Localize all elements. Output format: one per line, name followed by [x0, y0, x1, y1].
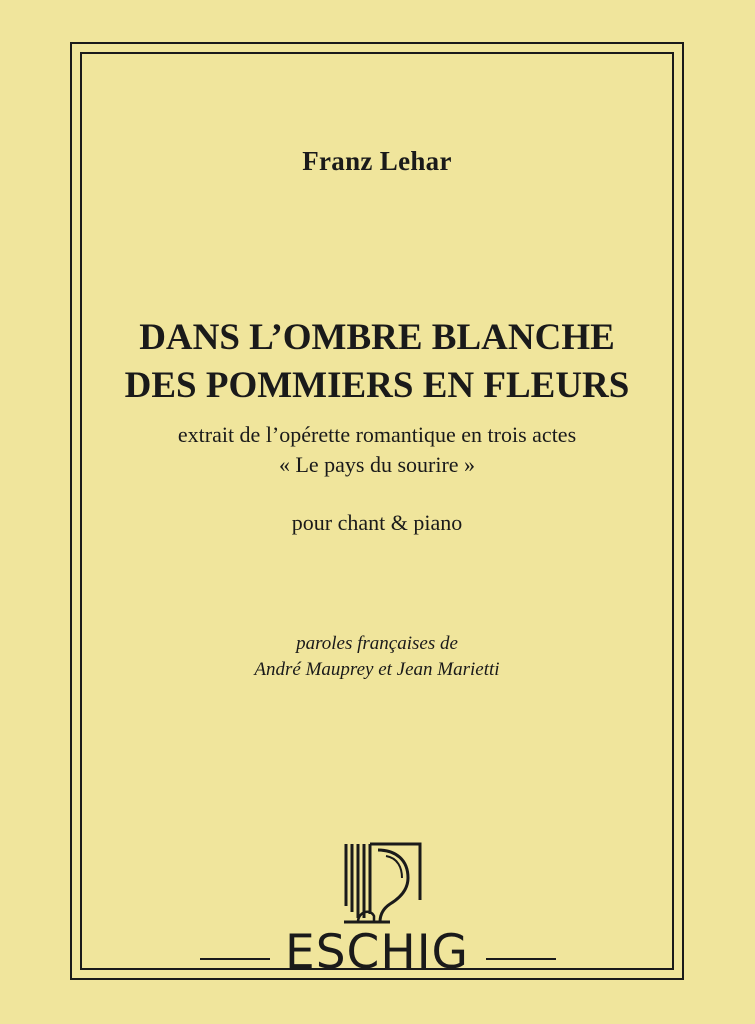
title-line-1: DANS L’OMBRE BLANCHE [139, 317, 615, 358]
publisher-name: ESCHIG [285, 925, 469, 980]
composer-name: Franz Lehar [302, 146, 452, 176]
instrumentation: pour chant & piano [291, 510, 463, 535]
subtitle-line-2: « Le pays du sourire » [278, 452, 476, 477]
lyrics-credit-names: André Mauprey et Jean Marietti [254, 659, 500, 680]
title-line-2: DES POMMIERS EN FLEURS [124, 365, 630, 406]
eschig-harp-logo-icon [334, 838, 424, 928]
lyrics-credit-label: paroles françaises de [296, 633, 458, 654]
subtitle-line-1: extrait de l’opérette romantique en trois actes [177, 422, 577, 447]
